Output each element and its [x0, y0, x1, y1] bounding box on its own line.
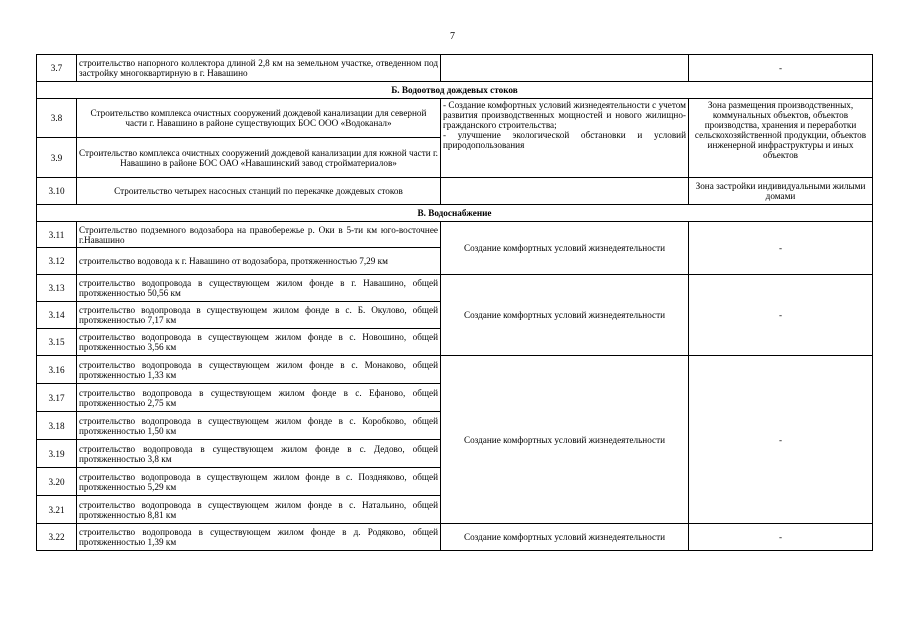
row-number: 3.10 — [37, 178, 77, 205]
row-number: 3.12 — [37, 248, 77, 275]
measures-table — [36, 54, 873, 551]
section-title-drainage: Б. Водоотвод дождевых стоков — [37, 82, 873, 99]
row-number: 3.11 — [37, 222, 77, 248]
measure-text: строительство напорного коллектора длиной 2,8 км на земельном участке, отведенном под застройку многоквартирную в г. Навашино — [77, 55, 441, 82]
zone-cell: Зона размещения производственных, коммунальных объектов, объектов производства, хранения и переработки сельскохозяйственной продукции, объектов инженерной инфраструктуры и иных объектов — [689, 99, 873, 178]
row-number: 3.17 — [37, 384, 77, 412]
table-row — [37, 222, 873, 248]
measure-text: строительство водопровода в существующем жилом фонде в с. Натальино, общей протяженностью 8,81 км — [77, 496, 441, 524]
table-row — [37, 178, 873, 205]
row-number: 3.20 — [37, 468, 77, 496]
goal-line: - улучшение экологической обстановки и условий природопользования — [443, 130, 686, 150]
goal-line: - Создание комфортных условий жизнедеятельности с учетом развития производственных мощностей и нового жилищно- гражданского строительства; — [443, 100, 686, 130]
goal-cell: Создание комфортных условий жизнедеятельности — [441, 275, 689, 356]
measure-text: строительство водовода к г. Навашино от водозабора, протяженностью 7,29 км — [77, 248, 441, 275]
measure-text: строительство водопровода в существующем жилом фонде в с. Коробково, общей протяженностью 1,50 км — [77, 412, 441, 440]
goal-cell — [441, 178, 689, 205]
measure-text: Строительство комплекса очистных сооружений дождевой канализации для северной части г. Навашино в районе существующих БОС ООО «Водоканал» — [77, 99, 441, 138]
row-number: 3.8 — [37, 99, 77, 138]
measure-text: Строительство комплекса очистных сооружений дождевой канализации для южной части г. Навашино в районе БОС ОАО «Навашинский завод стройматериалов» — [77, 138, 441, 178]
zone-cell: - — [689, 275, 873, 356]
measure-text: строительство водопровода в существующем жилом фонде в с. Новошино, общей протяженностью 3,56 км — [77, 329, 441, 356]
section-row — [37, 82, 873, 99]
goal-cell — [441, 99, 689, 178]
measure-text: Строительство подземного водозабора на правобережье р. Оки в 5-ти км юго-восточнее г.Навашино — [77, 222, 441, 248]
measure-text: строительство водопровода в существующем жилом фонде в с. Ефаново, общей протяженностью 2,75 км — [77, 384, 441, 412]
row-number: 3.7 — [37, 55, 77, 82]
table-row — [37, 356, 873, 384]
row-number: 3.13 — [37, 275, 77, 302]
row-number: 3.18 — [37, 412, 77, 440]
table-row — [37, 275, 873, 302]
row-number: 3.9 — [37, 138, 77, 178]
zone-cell: - — [689, 356, 873, 524]
row-number: 3.16 — [37, 356, 77, 384]
row-number: 3.19 — [37, 440, 77, 468]
table-row — [37, 55, 873, 82]
measure-text: строительство водопровода в существующем жилом фонде в г. Навашино, общей протяженностью 50,56 км — [77, 275, 441, 302]
goal-cell — [441, 55, 689, 82]
measure-text: строительство водопровода в существующем жилом фонде в д. Родяково, общей протяженностью 1,39 км — [77, 524, 441, 551]
row-number: 3.15 — [37, 329, 77, 356]
goal-cell: Создание комфортных условий жизнедеятельности — [441, 356, 689, 524]
row-number: 3.22 — [37, 524, 77, 551]
page-number: 7 — [450, 31, 455, 42]
measure-text: Строительство четырех насосных станций по перекачке дождевых стоков — [77, 178, 441, 205]
measure-text: строительство водопровода в существующем жилом фонде в с. Поздняково, общей протяженностью 5,29 км — [77, 468, 441, 496]
table-row — [37, 524, 873, 551]
zone-cell: Зона застройки индивидуальными жилыми домами — [689, 178, 873, 205]
table-row — [37, 99, 873, 138]
zone-cell: - — [689, 222, 873, 275]
row-number: 3.14 — [37, 302, 77, 329]
goal-cell: Создание комфортных условий жизнедеятельности — [441, 222, 689, 275]
row-number: 3.21 — [37, 496, 77, 524]
goal-cell: Создание комфортных условий жизнедеятельности — [441, 524, 689, 551]
zone-cell: - — [689, 524, 873, 551]
section-row — [37, 205, 873, 222]
measure-text: строительство водопровода в существующем жилом фонде в с. Дедово, общей протяженностью 3,8 км — [77, 440, 441, 468]
measure-text: строительство водопровода в существующем жилом фонде в с. Монаково, общей протяженностью 1,33 км — [77, 356, 441, 384]
measure-text: строительство водопровода в существующем жилом фонде в с. Б. Окулово, общей протяженностью 7,17 км — [77, 302, 441, 329]
section-title-water-supply: В. Водоснабжение — [37, 205, 873, 222]
zone-cell: - — [689, 55, 873, 82]
